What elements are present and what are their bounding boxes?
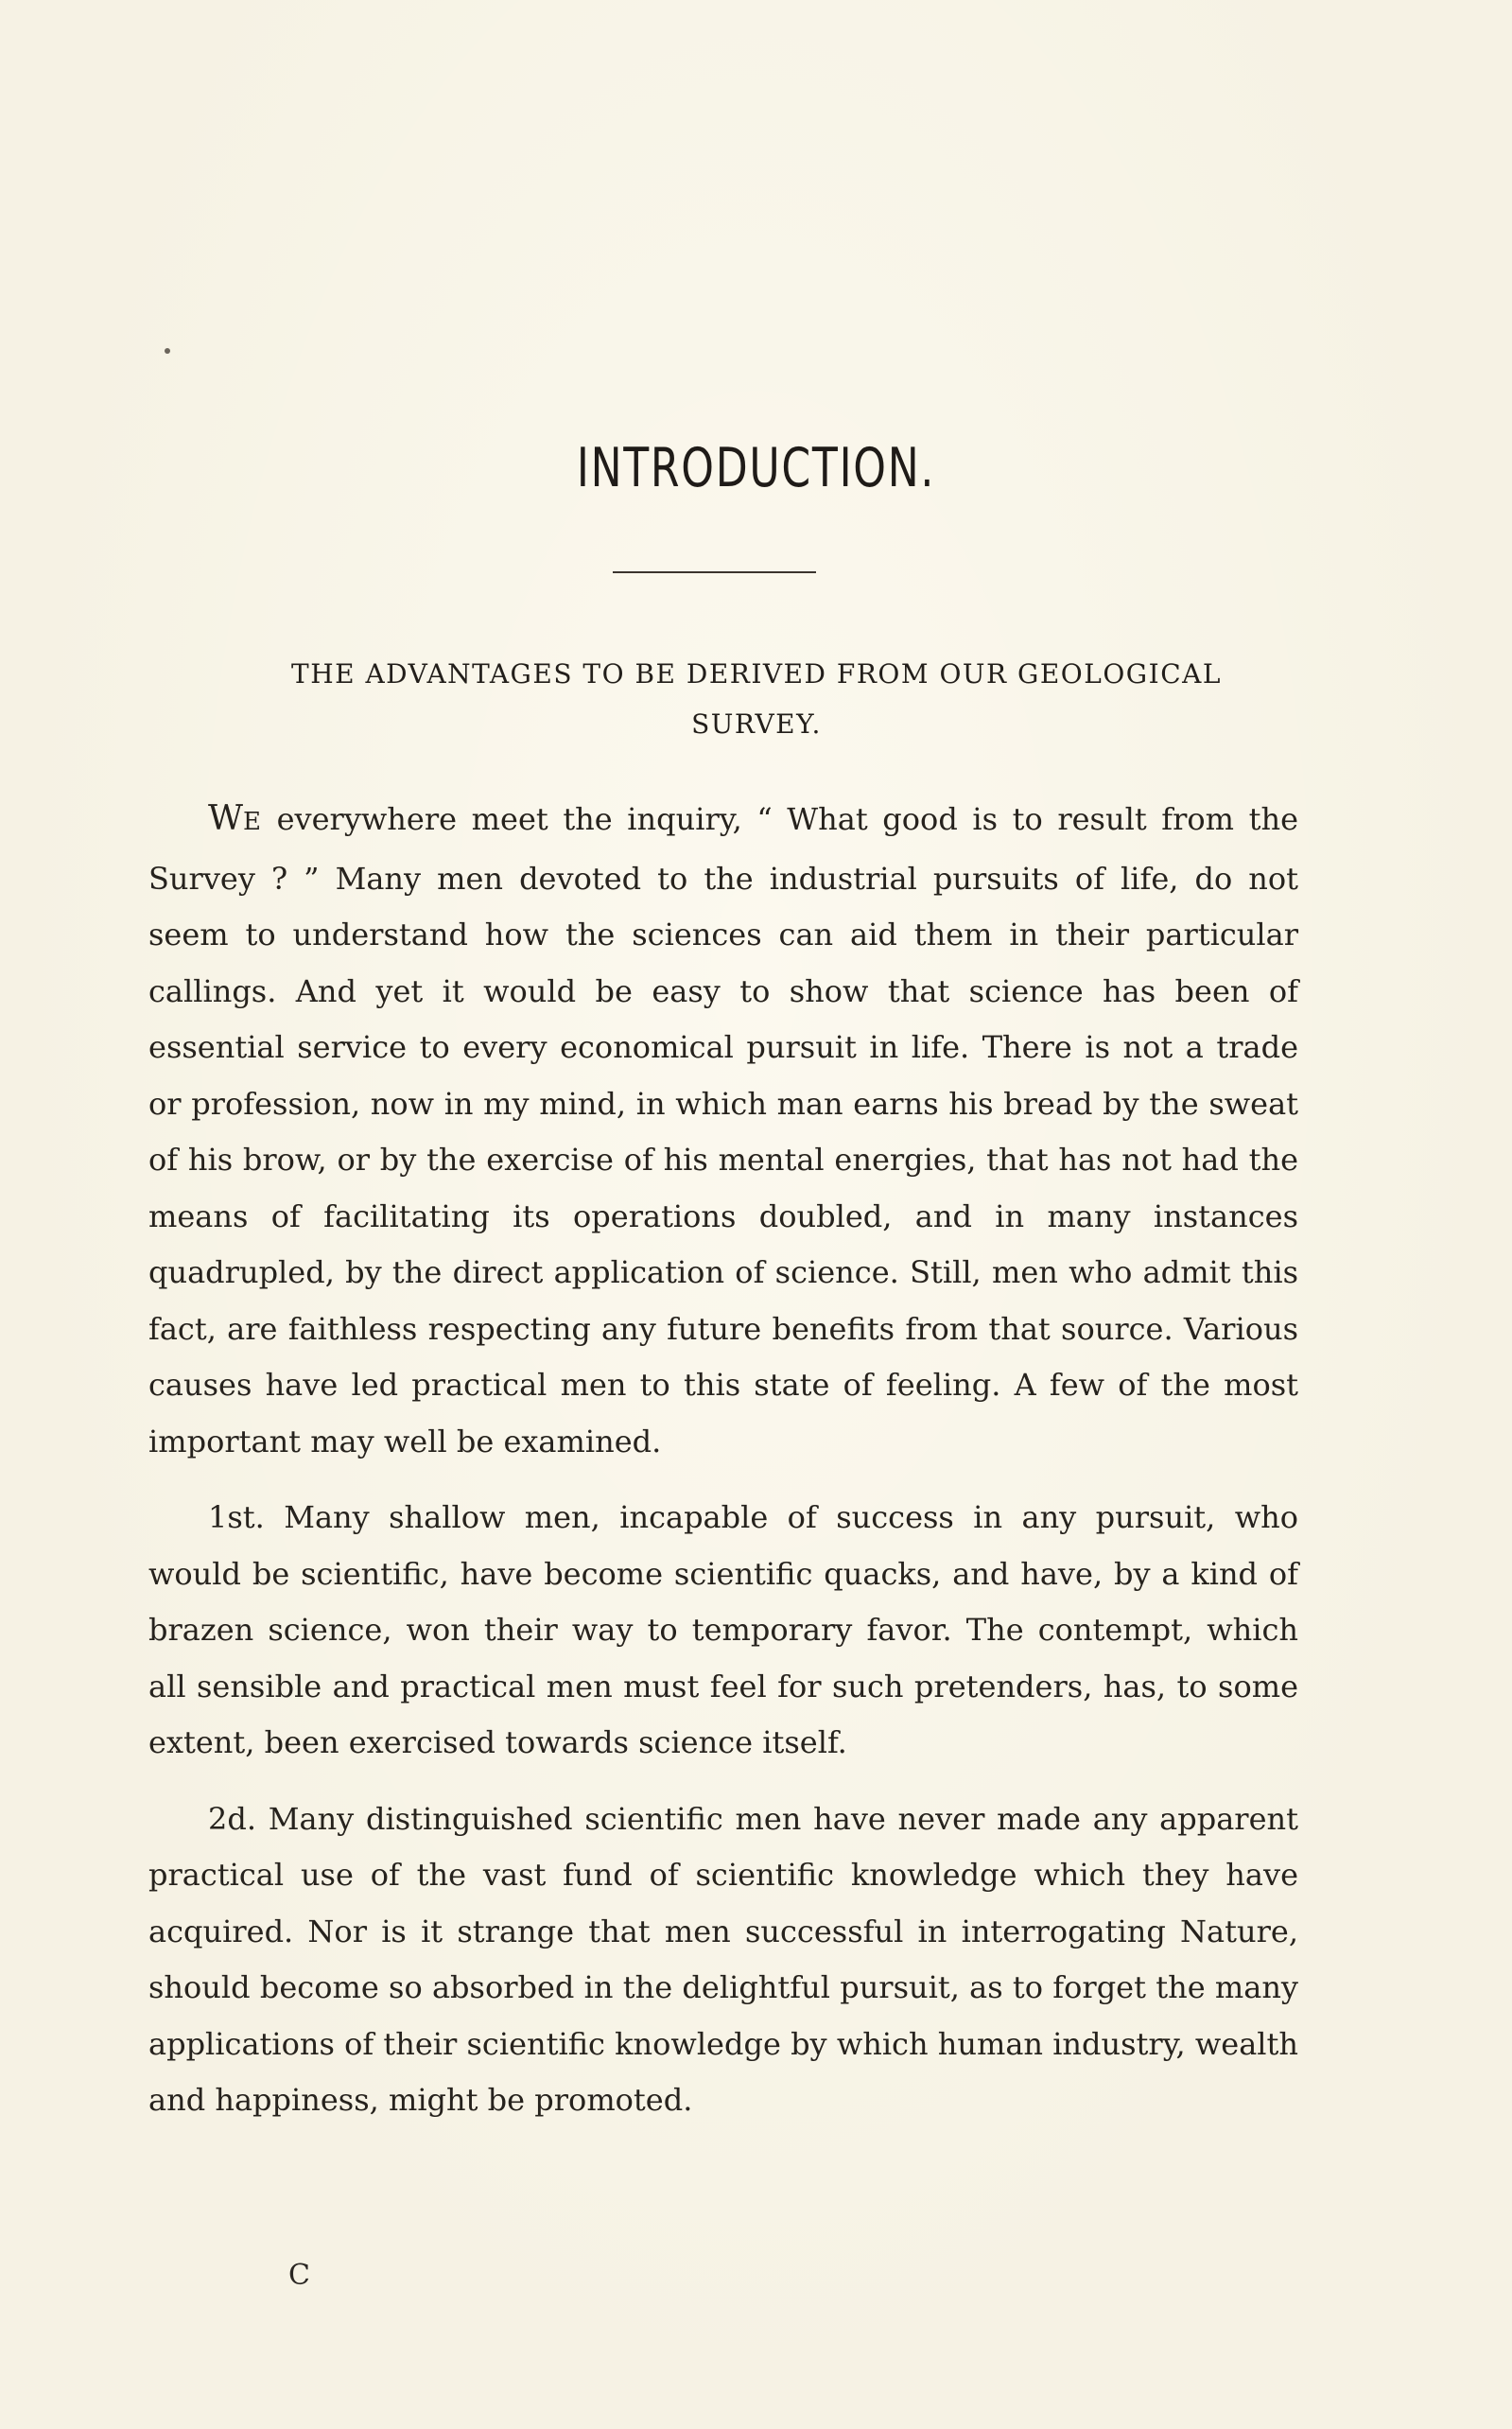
paragraph-1: [148, 791, 1298, 1470]
paragraph-1-text: everywhere meet the inquiry, “ What good is to result from the Survey ? ” Many men devoted to the industrial pursuits of life, do not seem to understand how the sciences can aid them in their particular callings. And yet it would be easy to show that science has been of essential service to every economical pursuit in life. There is not a trade or profession, now in my mind, in which man earns his bread by the sweat of his brow, or by the exercise of his mental energies, that has not had the means of facilitating its operations doubled, and in many instances quadrupled, by the direct application of science. Still, men who admit this fact, are faithless respecting any future benefits from that source. Various causes have led practical men to this state of feeling. A few of the most important may well be examined.: [148, 801, 1298, 1459]
section-heading-line1: THE ADVANTAGES TO BE DERIVED FROM OUR GEOLOGICAL: [291, 658, 1222, 690]
small-caps: E: [243, 808, 262, 836]
drop-letter: W: [208, 799, 244, 838]
paragraph-2: 1st. Many shallow men, incapable of success in any pursuit, who would be scientific, have become scientific quacks, and have, by a kind of brazen science, won their way to temporary favor. The contempt, which all sensible and practical men must feel for such pretenders, has, to some extent, been exercised towards science itself.: [148, 1499, 1298, 1760]
signature-mark: C: [288, 2259, 310, 2292]
paragraph-3: 2d. Many distinguished scientific men have never made any apparent practical use of the vast fund of scientific knowledge which they have acquired. Nor is it strange that men successful in interrogating Nature, should become so absorbed in the delightful pursuit, as to forget the many applications of their scientific knowledge by which human industry, wealth and happiness, might be promoted.: [148, 1800, 1298, 2118]
body-text: [148, 791, 1298, 2149]
section-heading: [189, 649, 1324, 749]
title-rule: [613, 571, 816, 573]
page-title: INTRODUCTION.: [576, 437, 936, 499]
section-heading-line2: SURVEY.: [691, 708, 822, 740]
ink-dot: [165, 348, 170, 354]
